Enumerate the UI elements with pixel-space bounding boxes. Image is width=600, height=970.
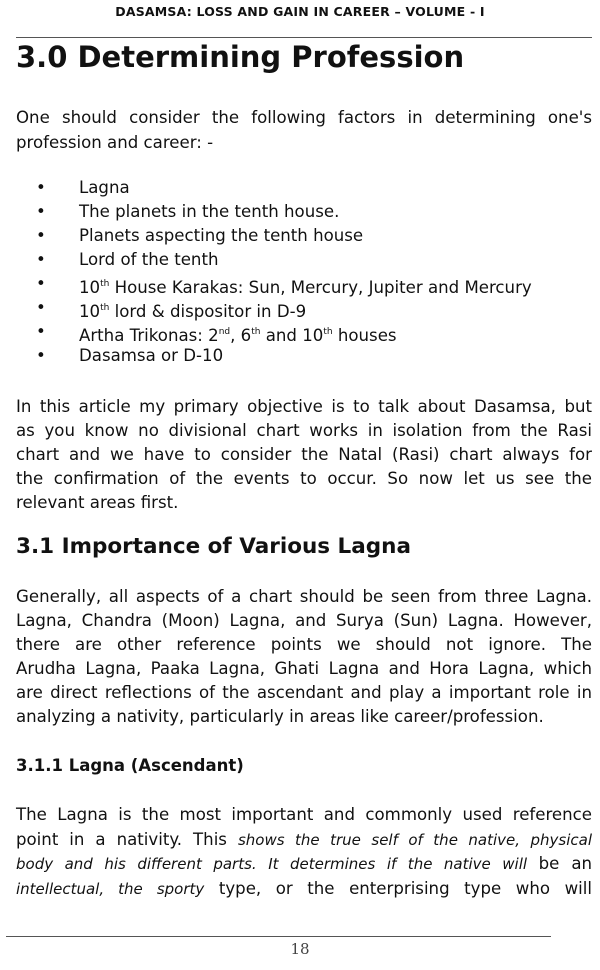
- text-segment: Planets aspecting the tenth house: [79, 226, 364, 245]
- text-segment: point in a nativity. This: [16, 829, 238, 849]
- text-segment: Lagna, Chandra (Moon) Lagna, and Surya (Sun) Lagna. However,: [16, 611, 592, 630]
- text-segment: and 10: [260, 326, 324, 345]
- text-segment: The planets in the tenth house.: [79, 202, 340, 221]
- text-segment: Artha Trikonas: 2: [79, 326, 219, 345]
- text-segment: Arudha Lagna, Paaka Lagna, Ghati Lagna and Hora Lagna, which: [16, 659, 592, 678]
- text-line: [16, 444, 592, 466]
- text-segment: 10: [79, 302, 101, 321]
- bullet-icon: •: [36, 250, 46, 269]
- text-segment: The Lagna is the most important and commonly used reference: [16, 805, 592, 824]
- text-line: [16, 396, 592, 418]
- text-segment: intellectual, the sporty: [16, 879, 205, 898]
- text-segment: th: [100, 279, 110, 289]
- list-item-text: [79, 345, 223, 367]
- section-3-0-heading: 3.0 Determining Profession: [16, 40, 465, 74]
- text-segment: House Karakas: Sun, Mercury, Jupiter and Mercury: [109, 278, 532, 297]
- list-item-text: [79, 225, 363, 247]
- text-segment: th: [251, 327, 261, 337]
- bullet-icon: •: [36, 298, 46, 317]
- text-line: One should consider the following factors in determining one's: [16, 108, 592, 127]
- text-segment: type, or the enterprising type who will: [204, 878, 592, 898]
- text-segment: shows the true self of the native, physical: [237, 830, 592, 849]
- list-item-text: [79, 273, 532, 299]
- text-segment: Generally, all aspects of a chart should be seen from three Lagna.: [16, 587, 592, 606]
- text-segment: there are other reference points we should not ignore. The: [16, 635, 592, 654]
- text-line: [16, 878, 592, 900]
- text-line: [16, 853, 592, 875]
- text-segment: the confirmation of the events to occur. So now let us see the: [16, 469, 592, 488]
- footer-divider: [6, 936, 551, 937]
- text-segment: as you know no divisional chart works in isolation from the Rasi: [16, 421, 592, 440]
- text-segment: be an: [538, 854, 592, 873]
- text-line: [16, 610, 592, 632]
- text-segment: are direct reflections of the ascendant and play a important role in: [16, 683, 592, 702]
- text-segment: lord & dispositor in D-9: [109, 302, 307, 321]
- text-segment: analyzing a nativity, particularly in areas like career/profession.: [16, 707, 544, 726]
- list-item-text: [79, 177, 130, 199]
- text-line: [16, 586, 592, 608]
- text-line: [16, 658, 592, 680]
- bullet-icon: •: [36, 226, 46, 245]
- text-line: [16, 829, 592, 851]
- text-segment: Lagna: [79, 178, 130, 197]
- text-segment: th: [323, 327, 333, 337]
- list-item-text: [79, 249, 218, 271]
- list-item-text: [79, 297, 306, 323]
- text-segment: houses: [332, 326, 397, 345]
- text-segment: Lord of the tenth: [79, 250, 219, 269]
- bullet-icon: •: [36, 274, 46, 293]
- text-segment: chart and we have to consider the Natal (Rasi) chart always for: [16, 445, 592, 464]
- text-segment: th: [100, 303, 110, 313]
- text-line: [16, 634, 592, 656]
- running-header: DASAMSA: LOSS AND GAIN IN CAREER – VOLUME - I: [115, 4, 485, 19]
- text-segment: nd: [218, 327, 231, 337]
- text-segment: 10: [79, 278, 101, 297]
- text-segment: In this article my primary objective is to talk about Dasamsa, but: [16, 397, 592, 416]
- text-line: [16, 420, 592, 442]
- list-item-text: [79, 201, 339, 223]
- text-segment: , 6: [230, 326, 252, 345]
- text-line: profession and career: -: [16, 133, 214, 152]
- section-3-1-heading: 3.1 Importance of Various Lagna: [16, 534, 411, 559]
- page-number: 18: [290, 940, 310, 958]
- bullet-icon: •: [36, 322, 46, 341]
- text-line: [16, 706, 592, 728]
- text-line: [16, 468, 592, 490]
- bullet-icon: •: [36, 178, 46, 197]
- section-3-1-1-heading: 3.1.1 Lagna (Ascendant): [16, 756, 244, 775]
- header-divider: [16, 37, 592, 38]
- text-line: [16, 682, 592, 704]
- bullet-icon: •: [36, 346, 46, 365]
- text-segment: Dasamsa or D-10: [79, 346, 224, 365]
- text-segment: body and his different parts. It determines if the native will: [16, 855, 539, 873]
- bullet-icon: •: [36, 202, 46, 221]
- text-line: [16, 492, 592, 514]
- list-item-text: [79, 321, 397, 347]
- text-segment: relevant areas first.: [16, 493, 179, 512]
- text-line: [16, 804, 592, 826]
